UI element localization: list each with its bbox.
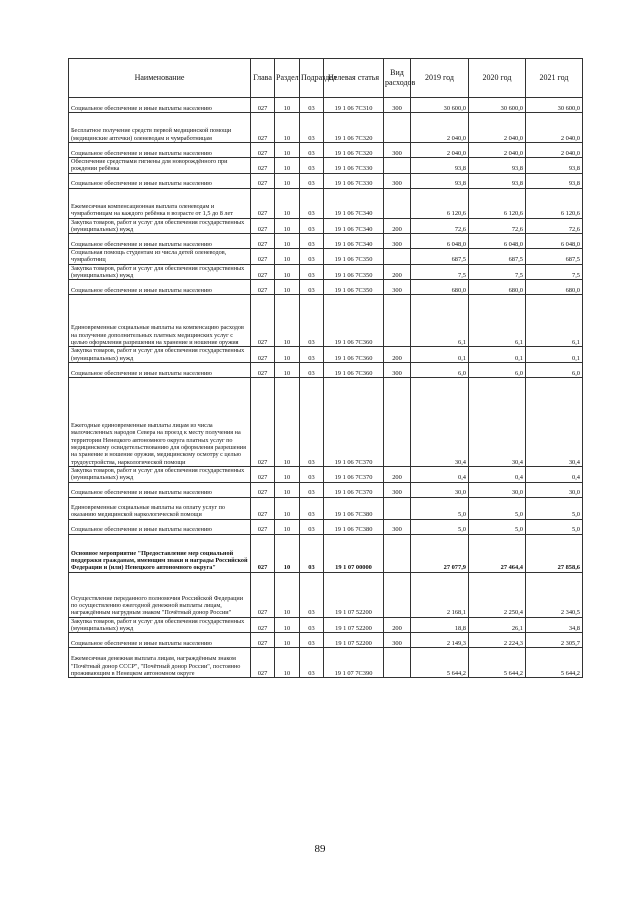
row-podrazdel: 03: [300, 143, 324, 158]
table-row: [69, 234, 583, 249]
row-vid: [384, 572, 411, 617]
row-name: Ежегодные единовременные выплаты лицам из числа малочисленных народов Севера на проезд к месту получения на территории Ненецкого автономного округа платных услуг по медицинскому освидетельствованию для оформления разрешения на хранение и ношение оружия, медицинскому осмотру с целью трудоустройства, наркологической помощи: [69, 377, 251, 466]
header-vid: Вид расходов: [384, 59, 411, 98]
row-razdel: 10: [275, 295, 300, 347]
row-statya: 19 1 06 7С350: [324, 264, 384, 280]
row-2019: 2 040,0: [411, 143, 469, 158]
row-name: Закупка товаров, работ и услуг для обеспечения государственных (муниципальных) нужд: [69, 264, 251, 280]
table-row: [69, 519, 583, 534]
row-2019: 0,1: [411, 347, 469, 363]
table-row: [69, 249, 583, 265]
row-2020: 7,5: [469, 264, 526, 280]
table-row: [69, 466, 583, 482]
row-podrazdel: 03: [300, 648, 324, 678]
table-row: [69, 482, 583, 497]
table-header-row: [69, 59, 583, 98]
row-statya: 19 1 06 7С320: [324, 113, 384, 143]
table-row: [69, 497, 583, 519]
table-row: [69, 633, 583, 648]
row-glava: 027: [251, 648, 275, 678]
row-podrazdel: 03: [300, 497, 324, 519]
row-vid: 300: [384, 280, 411, 295]
row-razdel: 10: [275, 264, 300, 280]
row-2021: 6,0: [526, 362, 583, 377]
row-name: Закупка товаров, работ и услуг для обеспечения государственных (муниципальных) нужд: [69, 466, 251, 482]
row-2019: 2 168,1: [411, 572, 469, 617]
page-number: 89: [314, 843, 326, 855]
row-2021: 7,5: [526, 264, 583, 280]
row-2021: 34,8: [526, 617, 583, 633]
row-2019: 30 600,0: [411, 98, 469, 113]
row-name: Закупка товаров, работ и услуг для обеспечения государственных (муниципальных) нужд: [69, 218, 251, 234]
row-2019: 27 077,9: [411, 534, 469, 572]
row-razdel: 10: [275, 98, 300, 113]
row-2019: 93,8: [411, 158, 469, 174]
row-2019: 72,6: [411, 218, 469, 234]
row-2020: 2 250,4: [469, 572, 526, 617]
row-glava: 027: [251, 347, 275, 363]
row-razdel: 10: [275, 113, 300, 143]
row-2020: 6,0: [469, 362, 526, 377]
row-podrazdel: 03: [300, 482, 324, 497]
row-podrazdel: 03: [300, 572, 324, 617]
row-vid: 300: [384, 633, 411, 648]
row-statya: 19 1 06 7С370: [324, 482, 384, 497]
header-name: Наименование: [69, 59, 251, 98]
row-name: Социальное обеспечение и иные выплаты населению: [69, 280, 251, 295]
row-razdel: 10: [275, 347, 300, 363]
row-razdel: 10: [275, 648, 300, 678]
row-2021: 2 040,0: [526, 143, 583, 158]
row-vid: [384, 648, 411, 678]
row-name: Единовременные социальные выплаты на компенсацию расходов на получение дополнительных платных медицинских услуг с целью оформления разрешения на хранение и ношение оружия: [69, 295, 251, 347]
row-glava: 027: [251, 617, 275, 633]
header-razdel: Раздел: [275, 59, 300, 98]
row-2020: 27 464,4: [469, 534, 526, 572]
row-statya: 19 1 06 7С340: [324, 188, 384, 218]
row-name: Социальное обеспечение и иные выплаты населению: [69, 482, 251, 497]
row-vid: [384, 534, 411, 572]
row-statya: 19 1 06 7С330: [324, 158, 384, 174]
row-glava: 027: [251, 280, 275, 295]
header-2020: 2020 год: [469, 59, 526, 98]
row-name: Социальная помощь студентам из числа детей оленеводов, чумработниц: [69, 249, 251, 265]
row-name: Обеспечение средствами гигиены для новорождённого при рождении ребёнка: [69, 158, 251, 174]
row-podrazdel: 03: [300, 98, 324, 113]
row-glava: 027: [251, 519, 275, 534]
row-razdel: 10: [275, 249, 300, 265]
row-glava: 027: [251, 143, 275, 158]
row-name: Единовременные социальные выплаты на оплату услуг по оказанию медицинской наркологической помощи: [69, 497, 251, 519]
row-glava: 027: [251, 482, 275, 497]
row-2019: 5,0: [411, 497, 469, 519]
row-2021: 687,5: [526, 249, 583, 265]
row-glava: 027: [251, 534, 275, 572]
table-row: [69, 173, 583, 188]
row-glava: 027: [251, 234, 275, 249]
row-podrazdel: 03: [300, 158, 324, 174]
row-vid: 300: [384, 519, 411, 534]
table-row: [69, 188, 583, 218]
row-statya: 19 1 06 7С360: [324, 362, 384, 377]
row-vid: [384, 295, 411, 347]
table-row: [69, 534, 583, 572]
table-row: [69, 347, 583, 363]
row-2019: 93,8: [411, 173, 469, 188]
row-2020: 26,1: [469, 617, 526, 633]
row-vid: [384, 377, 411, 466]
row-glava: 027: [251, 158, 275, 174]
header-2019: 2019 год: [411, 59, 469, 98]
row-glava: 027: [251, 362, 275, 377]
row-2020: 0,1: [469, 347, 526, 363]
row-2021: 2 340,5: [526, 572, 583, 617]
row-name: Основное мероприятие "Предоставление мер социальной поддержки гражданам, имеющим знаки и награды Российской Федерации и (или) Ненецкого автономного округа": [69, 534, 251, 572]
row-vid: [384, 158, 411, 174]
row-podrazdel: 03: [300, 347, 324, 363]
row-podrazdel: 03: [300, 534, 324, 572]
row-2019: 2 149,3: [411, 633, 469, 648]
row-2021: 30 600,0: [526, 98, 583, 113]
row-glava: 027: [251, 633, 275, 648]
row-2020: 30 600,0: [469, 98, 526, 113]
row-2021: 0,4: [526, 466, 583, 482]
row-2021: 5,0: [526, 497, 583, 519]
row-podrazdel: 03: [300, 377, 324, 466]
row-2019: 30,0: [411, 482, 469, 497]
row-2021: 30,4: [526, 377, 583, 466]
row-statya: 19 1 07 52200: [324, 572, 384, 617]
row-razdel: 10: [275, 143, 300, 158]
row-2020: 6 048,0: [469, 234, 526, 249]
row-podrazdel: 03: [300, 362, 324, 377]
row-statya: 19 1 07 00000: [324, 534, 384, 572]
row-statya: 19 1 06 7С320: [324, 143, 384, 158]
row-2020: 2 040,0: [469, 113, 526, 143]
row-name: Осуществление переданного полномочия Российской Федерации по осуществлению ежегодной денежной выплаты лицам, награждённым нагрудным знаком "Почётный донор России": [69, 572, 251, 617]
table-row: [69, 617, 583, 633]
row-razdel: 10: [275, 188, 300, 218]
row-vid: 300: [384, 234, 411, 249]
row-2021: 2 305,7: [526, 633, 583, 648]
row-2019: 6,0: [411, 362, 469, 377]
row-2019: 5,0: [411, 519, 469, 534]
row-razdel: 10: [275, 519, 300, 534]
table-row: [69, 295, 583, 347]
row-2020: 5 644,2: [469, 648, 526, 678]
row-vid: 300: [384, 173, 411, 188]
row-2020: 680,0: [469, 280, 526, 295]
row-2019: 2 040,0: [411, 113, 469, 143]
row-name: Социальное обеспечение и иные выплаты населению: [69, 519, 251, 534]
header-podrazdel: Подраздел: [300, 59, 324, 98]
row-vid: 300: [384, 482, 411, 497]
table-row: [69, 98, 583, 113]
row-2021: 5 644,2: [526, 648, 583, 678]
row-name: Социальное обеспечение и иные выплаты населению: [69, 173, 251, 188]
row-statya: 19 1 07 7С390: [324, 648, 384, 678]
row-statya: 19 1 06 7С350: [324, 280, 384, 295]
row-glava: 027: [251, 377, 275, 466]
row-2019: 6,1: [411, 295, 469, 347]
row-statya: 19 1 06 7С310: [324, 98, 384, 113]
row-glava: 027: [251, 173, 275, 188]
row-statya: 19 1 06 7С340: [324, 234, 384, 249]
row-2020: 72,6: [469, 218, 526, 234]
row-vid: 200: [384, 264, 411, 280]
row-2019: 0,4: [411, 466, 469, 482]
row-statya: 19 1 06 7С370: [324, 377, 384, 466]
table-row: [69, 113, 583, 143]
table-body: [69, 98, 583, 678]
row-glava: 027: [251, 249, 275, 265]
row-name: Бесплатное получение средств первой медицинской помощи (медицинские аптечки) оленеводам и чумработницам: [69, 113, 251, 143]
row-name: Ежемесячная компенсационная выплата оленеводам и чумработницам на каждого ребёнка в возрасте от 1,5 до 8 лет: [69, 188, 251, 218]
row-2021: 93,8: [526, 158, 583, 174]
row-statya: 19 1 06 7С360: [324, 347, 384, 363]
row-glava: 027: [251, 218, 275, 234]
row-name: Социальное обеспечение и иные выплаты населению: [69, 98, 251, 113]
row-2019: 30,4: [411, 377, 469, 466]
row-2020: 6 120,6: [469, 188, 526, 218]
row-razdel: 10: [275, 466, 300, 482]
row-podrazdel: 03: [300, 173, 324, 188]
row-2020: 0,4: [469, 466, 526, 482]
row-vid: [384, 249, 411, 265]
row-2019: 5 644,2: [411, 648, 469, 678]
row-vid: 300: [384, 362, 411, 377]
row-statya: 19 1 06 7С360: [324, 295, 384, 347]
table-row: [69, 572, 583, 617]
row-razdel: 10: [275, 280, 300, 295]
row-2021: 5,0: [526, 519, 583, 534]
row-2021: 27 858,6: [526, 534, 583, 572]
row-razdel: 10: [275, 482, 300, 497]
row-razdel: 10: [275, 218, 300, 234]
row-statya: 19 1 06 7С380: [324, 497, 384, 519]
row-2019: 680,0: [411, 280, 469, 295]
row-glava: 027: [251, 113, 275, 143]
row-podrazdel: 03: [300, 519, 324, 534]
row-podrazdel: 03: [300, 295, 324, 347]
row-name: Ежемесячная денежная выплата лицам, награждённым знаком "Почётный донор СССР", "Почётный донор России", постоянно проживающим в Ненецком автономном округе: [69, 648, 251, 678]
row-2021: 6,1: [526, 295, 583, 347]
table-row: [69, 218, 583, 234]
row-razdel: 10: [275, 572, 300, 617]
row-vid: 200: [384, 466, 411, 482]
row-name: Социальное обеспечение и иные выплаты населению: [69, 633, 251, 648]
row-name: Социальное обеспечение и иные выплаты населению: [69, 234, 251, 249]
header-statya: Целевая статья: [324, 59, 384, 98]
row-name: Социальное обеспечение и иные выплаты населению: [69, 143, 251, 158]
row-podrazdel: 03: [300, 234, 324, 249]
header-glava: Глава: [251, 59, 275, 98]
row-vid: 200: [384, 347, 411, 363]
row-vid: [384, 113, 411, 143]
row-razdel: 10: [275, 158, 300, 174]
row-podrazdel: 03: [300, 249, 324, 265]
row-2021: 0,1: [526, 347, 583, 363]
row-statya: 19 1 06 7С350: [324, 249, 384, 265]
row-statya: 19 1 07 52200: [324, 633, 384, 648]
row-2020: 93,8: [469, 158, 526, 174]
row-2019: 6 120,6: [411, 188, 469, 218]
header-2021: 2021 год: [526, 59, 583, 98]
row-vid: 300: [384, 143, 411, 158]
row-2021: 680,0: [526, 280, 583, 295]
row-glava: 027: [251, 188, 275, 218]
row-name: Закупка товаров, работ и услуг для обеспечения государственных (муниципальных) нужд: [69, 617, 251, 633]
row-glava: 027: [251, 264, 275, 280]
row-vid: 300: [384, 98, 411, 113]
table-row: [69, 158, 583, 174]
row-podrazdel: 03: [300, 188, 324, 218]
row-2020: 30,4: [469, 377, 526, 466]
row-2021: 30,0: [526, 482, 583, 497]
row-2020: 2 040,0: [469, 143, 526, 158]
row-podrazdel: 03: [300, 218, 324, 234]
table-row: [69, 377, 583, 466]
row-podrazdel: 03: [300, 466, 324, 482]
row-2021: 6 120,6: [526, 188, 583, 218]
row-2020: 5,0: [469, 519, 526, 534]
row-podrazdel: 03: [300, 617, 324, 633]
row-razdel: 10: [275, 497, 300, 519]
row-glava: 027: [251, 98, 275, 113]
row-glava: 027: [251, 572, 275, 617]
row-2019: 687,5: [411, 249, 469, 265]
row-glava: 027: [251, 295, 275, 347]
row-glava: 027: [251, 466, 275, 482]
row-razdel: 10: [275, 362, 300, 377]
row-2019: 7,5: [411, 264, 469, 280]
row-statya: 19 1 07 52200: [324, 617, 384, 633]
row-razdel: 10: [275, 234, 300, 249]
row-vid: 200: [384, 218, 411, 234]
row-glava: 027: [251, 497, 275, 519]
table-row: [69, 143, 583, 158]
row-podrazdel: 03: [300, 633, 324, 648]
budget-table: [68, 58, 583, 678]
table-row: [69, 264, 583, 280]
row-2020: 93,8: [469, 173, 526, 188]
row-statya: 19 1 06 7С340: [324, 218, 384, 234]
row-2020: 30,0: [469, 482, 526, 497]
row-2021: 72,6: [526, 218, 583, 234]
row-2020: 687,5: [469, 249, 526, 265]
row-razdel: 10: [275, 617, 300, 633]
row-2020: 6,1: [469, 295, 526, 347]
row-statya: 19 1 06 7С330: [324, 173, 384, 188]
row-2019: 6 048,0: [411, 234, 469, 249]
row-2020: 2 224,3: [469, 633, 526, 648]
row-razdel: 10: [275, 534, 300, 572]
row-podrazdel: 03: [300, 264, 324, 280]
row-vid: [384, 188, 411, 218]
row-statya: 19 1 06 7С380: [324, 519, 384, 534]
row-2021: 6 048,0: [526, 234, 583, 249]
row-vid: [384, 497, 411, 519]
row-2021: 93,8: [526, 173, 583, 188]
row-razdel: 10: [275, 377, 300, 466]
row-2019: 18,8: [411, 617, 469, 633]
row-name: Социальное обеспечение и иные выплаты населению: [69, 362, 251, 377]
budget-table-page: [68, 58, 582, 678]
row-2021: 2 040,0: [526, 113, 583, 143]
row-2020: 5,0: [469, 497, 526, 519]
row-podrazdel: 03: [300, 280, 324, 295]
row-name: Закупка товаров, работ и услуг для обеспечения государственных (муниципальных) нужд: [69, 347, 251, 363]
row-razdel: 10: [275, 173, 300, 188]
row-statya: 19 1 06 7С370: [324, 466, 384, 482]
row-podrazdel: 03: [300, 113, 324, 143]
table-row: [69, 648, 583, 678]
table-row: [69, 362, 583, 377]
row-vid: 200: [384, 617, 411, 633]
row-razdel: 10: [275, 633, 300, 648]
table-row: [69, 280, 583, 295]
